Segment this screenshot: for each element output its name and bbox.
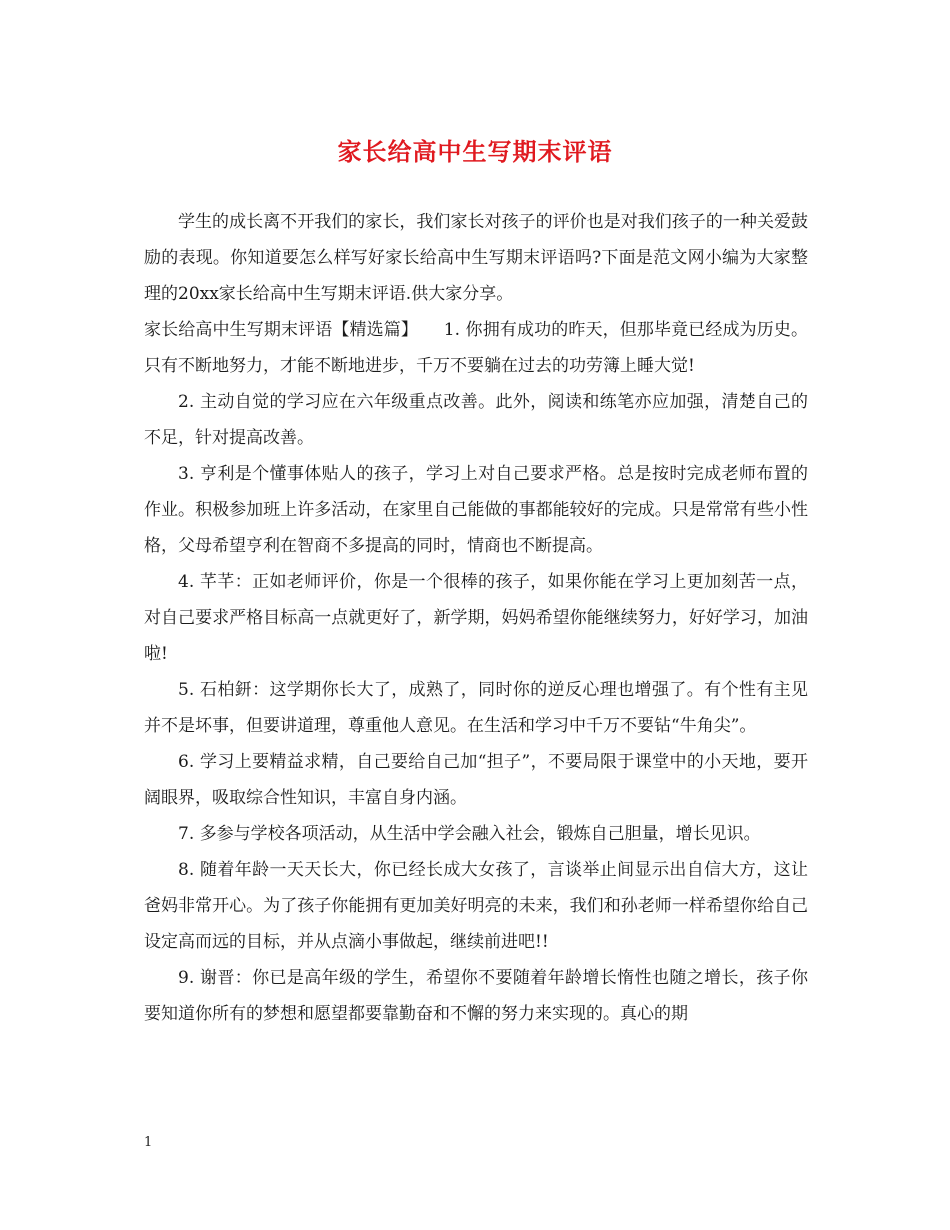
- paragraph-item-8: 8. 随着年龄一天天长大，你已经长成大女孩了，言谈举止间显示出自信大方，这让爸妈非常开心。为了孩子你能拥有更加美好明亮的未来，我们和孙老师一样希望你给自己设定高而远的目标，并从点滴小事做起，继续前进吧!!: [144, 860, 808, 952]
- page-number: 1: [144, 1135, 153, 1150]
- paragraph-item-3: 3. 亨利是个懂事体贴人的孩子，学习上对自己要求严格。总是按时完成老师布置的作业。积极参加班上许多活动，在家里自己能做的事都能较好的完成。只是常常有些小性格，父母希望亨利在智商不多提高的同时，情商也不断提高。: [144, 464, 808, 556]
- paragraph-section-heading-item-1: 家长给高中生写期末评语【精选篇】 1. 你拥有成功的昨天，但那毕竟已经成为历史。只有不断地努力，才能不断地进步，千万不要躺在过去的功劳簿上睡大觉!: [144, 320, 808, 376]
- paragraph-item-7: 7. 多参与学校各项活动，从生活中学会融入社会，锻炼自己胆量，增长见识。: [178, 824, 761, 844]
- document-title: 家长给高中生写期末评语: [337, 137, 613, 166]
- paragraph-intro: 学生的成长离不开我们的家长，我们家长对孩子的评价也是对我们孩子的一种关爱鼓励的表现。你知道要怎么样写好家长给高中生写期末评语吗?下面是范文网小编为大家整理的20xx家长给高中生写期末评语.供大家分享。: [144, 212, 808, 304]
- paragraph-item-9: 9. 谢晋：你已是高年级的学生，希望你不要随着年龄增长惰性也随之增长，孩子你要知道你所有的梦想和愿望都要靠勤奋和不懈的努力来实现的。真心的期: [144, 968, 808, 1024]
- paragraph-item-5: 5. 石柏鈃：这学期你长大了，成熟了，同时你的逆反心理也增强了。有个性有主见并不是坏事，但要讲道理，尊重他人意见。在生活和学习中千万不要钻“牛角尖”。: [144, 680, 808, 736]
- paragraph-item-6: 6. 学习上要精益求精，自己要给自己加“担子”，不要局限于课堂中的小天地，要开阔眼界，吸取综合性知识，丰富自身内涵。: [144, 752, 808, 808]
- paragraph-item-2: 2. 主动自觉的学习应在六年级重点改善。此外，阅读和练笔亦应加强，清楚自己的不足，针对提高改善。: [144, 392, 808, 448]
- paragraph-item-4: 4. 芊芊：正如老师评价，你是一个很棒的孩子，如果你能在学习上更加刻苦一点，对自己要求严格目标高一点就更好了，新学期，妈妈希望你能继续努力，好好学习，加油啦!: [144, 572, 808, 664]
- document-body: [144, 204, 808, 1032]
